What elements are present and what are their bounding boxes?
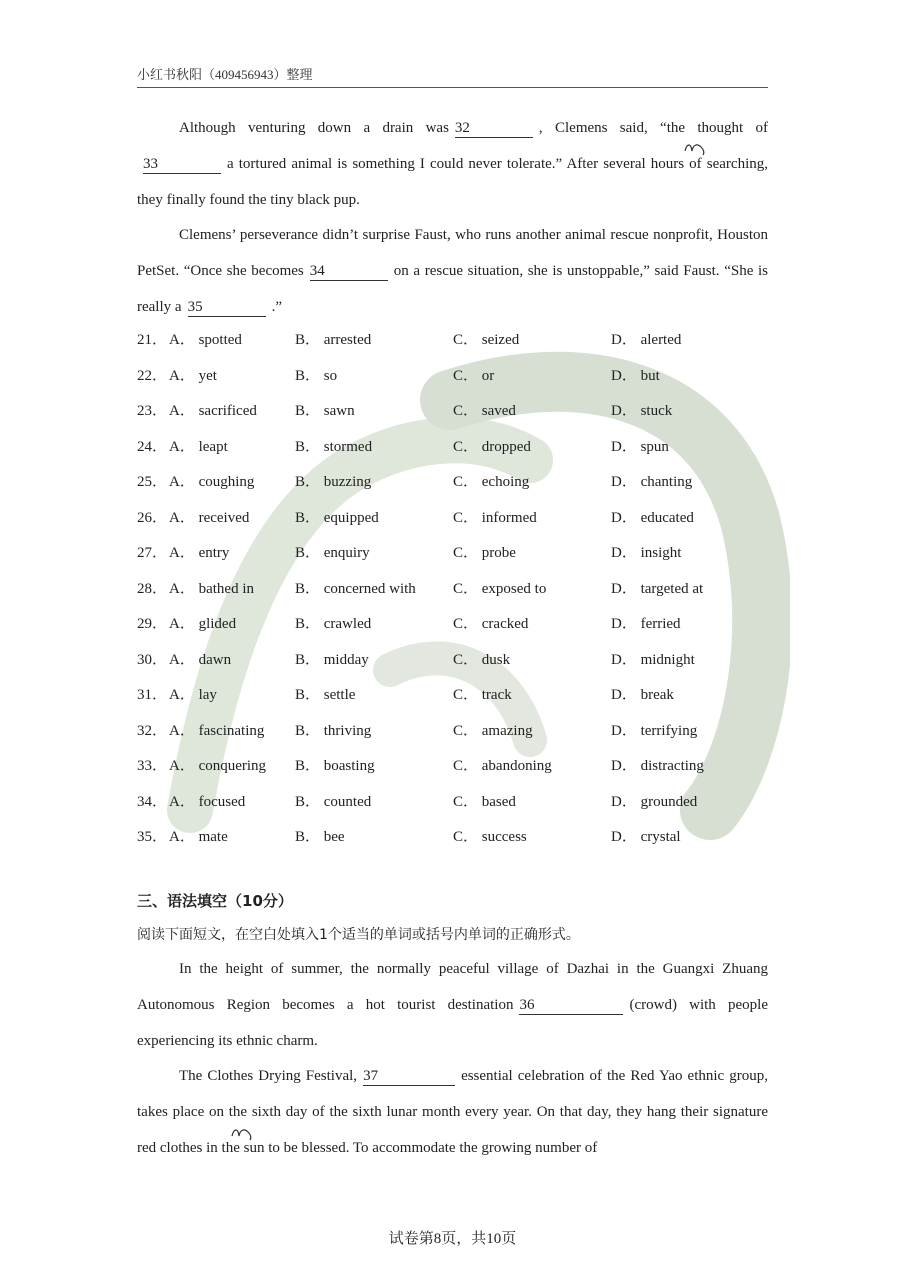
option-d[interactable]: D． distracting xyxy=(611,758,704,774)
option-b[interactable]: B． so xyxy=(295,367,338,384)
page-header: 小红书秋阳（409456943）整理 xyxy=(137,64,768,88)
grammar-paragraph-2: The Clothes Drying Festival, 37 essential celebration of the Red Yao ethnic group, takes place on the sixth day of the sixth lunar month every year. On that day, they hang their signature red clothes in the sun to be blessed. To accommodate the growing number of xyxy=(137,1068,769,1156)
option-d[interactable]: D． stuck xyxy=(611,403,673,419)
option-a[interactable]: A． lay xyxy=(169,687,217,703)
option-a[interactable]: A． coughing xyxy=(169,474,255,490)
option-a[interactable]: A． leapt xyxy=(169,438,228,455)
blank-33: 33 xyxy=(143,155,221,174)
blank-36: 36 xyxy=(519,996,623,1015)
option-b[interactable]: B． bee xyxy=(295,829,345,845)
option-b[interactable]: B． midday xyxy=(295,651,369,668)
option-c[interactable]: C． dropped xyxy=(453,438,531,455)
option-a[interactable]: A． fascinating xyxy=(169,722,265,739)
question-row: 23． A． sacrificed B． sawn C． saved D． stuck xyxy=(137,394,777,430)
option-d[interactable]: D． chanting xyxy=(611,474,693,490)
question-row: 25． A． coughing B． buzzing C． echoing D． chanting xyxy=(137,465,777,501)
option-b[interactable]: B． counted xyxy=(295,793,372,810)
option-b[interactable]: B． enquiry xyxy=(295,545,370,561)
blank-35: 35 xyxy=(188,298,266,317)
grammar-paragraph-1: In the height of summer, the normally peaceful village of Dazhai in the Guangxi Zhuang Autonomous Region becomes a hot tourist destination 36 (crowd) with people experiencing its ethnic charm. xyxy=(137,961,768,1049)
question-row: 30． A． dawn B． midday C． dusk D． midnight xyxy=(137,643,777,679)
option-a[interactable]: A． glided xyxy=(169,616,237,632)
question-row: 31． A． lay B． settle C． track D． break xyxy=(137,678,777,714)
option-a[interactable]: A． received xyxy=(169,509,250,526)
option-d[interactable]: D． midnight xyxy=(611,651,695,668)
question-row: 32． A． fascinating B． thriving C． amazing D． terrifying xyxy=(137,714,777,750)
passage-paragraph-1: Although venturing down a drain was 32 , Clemens said, “the thought of33 a tortured animal is something I could never tolerate.” After several hours of searching, they finally found the tiny black pup. xyxy=(137,120,769,208)
option-b[interactable]: B． buzzing xyxy=(295,474,372,490)
option-b[interactable]: B． stormed xyxy=(295,438,373,455)
option-a[interactable]: A． spotted xyxy=(169,332,242,348)
option-d[interactable]: D． grounded xyxy=(611,793,698,810)
option-a[interactable]: A． focused xyxy=(169,793,246,810)
section-title: 三、语法填空（10分） xyxy=(137,892,293,910)
question-row: 33． A． conquering B． boasting C． abandoning D． distracting xyxy=(137,749,777,785)
option-d[interactable]: D． but xyxy=(611,367,660,384)
question-row: 29． A． glided B． crawled C． cracked D． ferried xyxy=(137,607,777,643)
option-d[interactable]: D． educated xyxy=(611,509,694,526)
question-row: 21． A． spotted B． arrested C． seized D． alerted xyxy=(137,323,777,359)
option-c[interactable]: C． dusk xyxy=(453,651,511,668)
passage-paragraph-2: Clemens’ perseverance didn’t surprise Faust, who runs another animal rescue nonprofit, Houston PetSet. “Once she becomes 34 on a rescue situation, she is unstoppable,” said Faust. “She is really a 35 .” xyxy=(137,227,768,315)
question-row: 24． A． leapt B． stormed C． dropped D． spun xyxy=(137,430,777,466)
option-a[interactable]: A． conquering xyxy=(169,758,267,774)
option-b[interactable]: B． sawn xyxy=(295,403,355,419)
option-d[interactable]: D． alerted xyxy=(611,332,682,348)
option-b[interactable]: B． settle xyxy=(295,687,356,703)
option-c[interactable]: C． echoing xyxy=(453,474,530,490)
section-instruction: 阅读下面短文，在空白处填入1个适当的单词或括号内单词的正确形式。 xyxy=(137,927,580,943)
option-c[interactable]: C． success xyxy=(453,829,527,845)
page-footer: 试卷第8页，共10页 xyxy=(388,1231,517,1247)
blank-32: 32 xyxy=(455,119,533,138)
question-row: 26． A． received B． equipped C． informed D． educated xyxy=(137,501,777,537)
option-a[interactable]: A． entry xyxy=(169,545,230,561)
option-b[interactable]: B． concerned with xyxy=(295,580,416,597)
option-c[interactable]: C． amazing xyxy=(453,722,533,739)
option-b[interactable]: B． boasting xyxy=(295,758,375,774)
blank-34: 34 xyxy=(310,262,388,281)
option-c[interactable]: C． saved xyxy=(453,403,516,419)
option-c[interactable]: C． cracked xyxy=(453,616,529,632)
question-row: 35． A． mate B． bee C． success D． crystal xyxy=(137,820,777,856)
option-c[interactable]: C． informed xyxy=(453,509,537,526)
option-c[interactable]: C． track xyxy=(453,687,512,703)
blank-37: 37 xyxy=(363,1067,455,1086)
option-a[interactable]: A． sacrificed xyxy=(169,403,257,419)
option-d[interactable]: D． break xyxy=(611,687,674,703)
option-d[interactable]: D． terrifying xyxy=(611,722,698,739)
question-row: 34． A． focused B． counted C． based D． grounded xyxy=(137,785,777,821)
option-d[interactable]: D． insight xyxy=(611,545,682,561)
option-c[interactable]: C． or xyxy=(453,367,495,384)
option-d[interactable]: D． targeted at xyxy=(611,580,704,597)
option-a[interactable]: A． dawn xyxy=(169,651,232,668)
option-b[interactable]: B． thriving xyxy=(295,722,372,739)
option-d[interactable]: D． crystal xyxy=(611,829,681,845)
option-c[interactable]: C． seized xyxy=(453,332,520,348)
option-d[interactable]: D． spun xyxy=(611,438,669,455)
question-row: 22． A． yet B． so C． or D． but xyxy=(137,359,777,395)
option-a[interactable]: A． yet xyxy=(169,367,217,384)
option-a[interactable]: A． bathed in xyxy=(169,580,254,597)
option-a[interactable]: A． mate xyxy=(169,829,228,845)
question-row: 27． A． entry B． enquiry C． probe D． insight xyxy=(137,536,777,572)
options-list xyxy=(137,323,777,856)
option-b[interactable]: B． arrested xyxy=(295,332,372,348)
option-c[interactable]: C． abandoning xyxy=(453,758,552,774)
option-d[interactable]: D． ferried xyxy=(611,616,681,632)
option-b[interactable]: B． crawled xyxy=(295,616,372,632)
question-row: 28． A． bathed in B． concerned with C． exposed to D． targeted at xyxy=(137,572,777,608)
option-c[interactable]: C． probe xyxy=(453,545,516,561)
option-c[interactable]: C． based xyxy=(453,793,516,810)
option-b[interactable]: B． equipped xyxy=(295,509,379,526)
option-c[interactable]: C． exposed to xyxy=(453,580,547,597)
